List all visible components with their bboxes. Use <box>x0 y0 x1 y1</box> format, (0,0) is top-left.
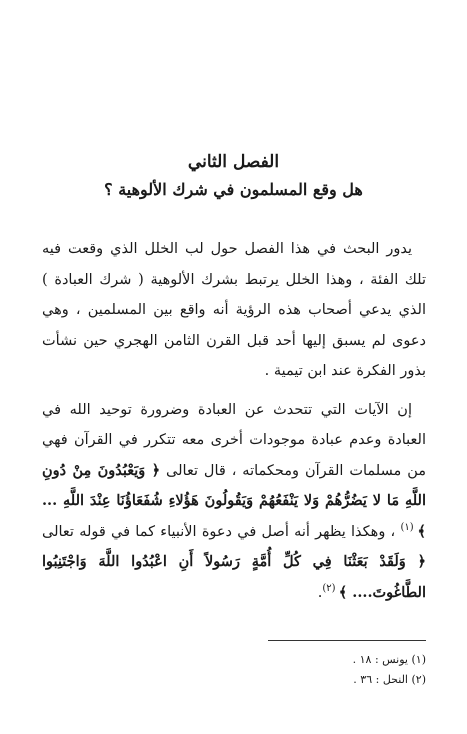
text-run: إن الآيات التي تتحدث عن العبادة وضرورة توحيد الله في العبادة وعدم عبادة موجودات أخرى معه تتكرر في القرآن فهي من مسلمات القرآن ومحكماته ، قال تعالى <box>42 401 426 479</box>
footnote-separator <box>268 640 426 641</box>
footnote: (٢) النحل : ٣٦ . <box>353 673 426 686</box>
footnotes <box>42 650 426 690</box>
text-run: . <box>317 584 323 601</box>
body-text <box>42 234 426 608</box>
paragraph <box>42 395 426 609</box>
paragraph <box>42 234 426 387</box>
text-run: ، وهكذا يظهر أنه أصل في دعوة الأنبياء كما في قوله تعالى <box>42 523 401 540</box>
footnote: (١) يونس : ١٨ . <box>352 653 426 666</box>
quran-verse: ﴿ وَلَقَدْ بَعَثْنَا فِي كُلِّ أُمَّةٍ رَسُولاً أَنِ اعْبُدُوا اللَّهَ وَاجْتَنِبُوا الطَّاغُوتَ.... ﴾ <box>42 553 426 601</box>
footnote-ref: (١) <box>400 521 418 533</box>
chapter-title: الفصل الثاني <box>187 152 280 172</box>
quran-verse: ﴿ وَيَعْبُدُونَ مِنْ دُونِ اللَّهِ مَا لا يَضُرُّهُمْ وَلا يَنْفَعُهُمْ وَيَقُولُونَ هَؤُلاءِ شُفَعَاؤُنَا عِنْدَ اللَّهِ ... ﴾ <box>42 461 426 540</box>
footnote-ref: (٢) <box>322 582 339 594</box>
text-run: يدور البحث في هذا الفصل حول لب الخلل الذي وقعت فيه تلك الفئة ، وهذا الخلل يرتبط بشرك الألوهية ( شرك العبادة ) الذي يدعي أصحاب هذه الرؤية أنه واقع بين المسلمين ، وهي دعوى لم يسبق إليها أحد قبل القرن الثامن الهجري حين نشأت بذور الفكرة عند ابن تيمية . <box>42 241 426 379</box>
chapter-subtitle: هل وقع المسلمون في شرك الألوهية ؟ <box>104 180 363 199</box>
